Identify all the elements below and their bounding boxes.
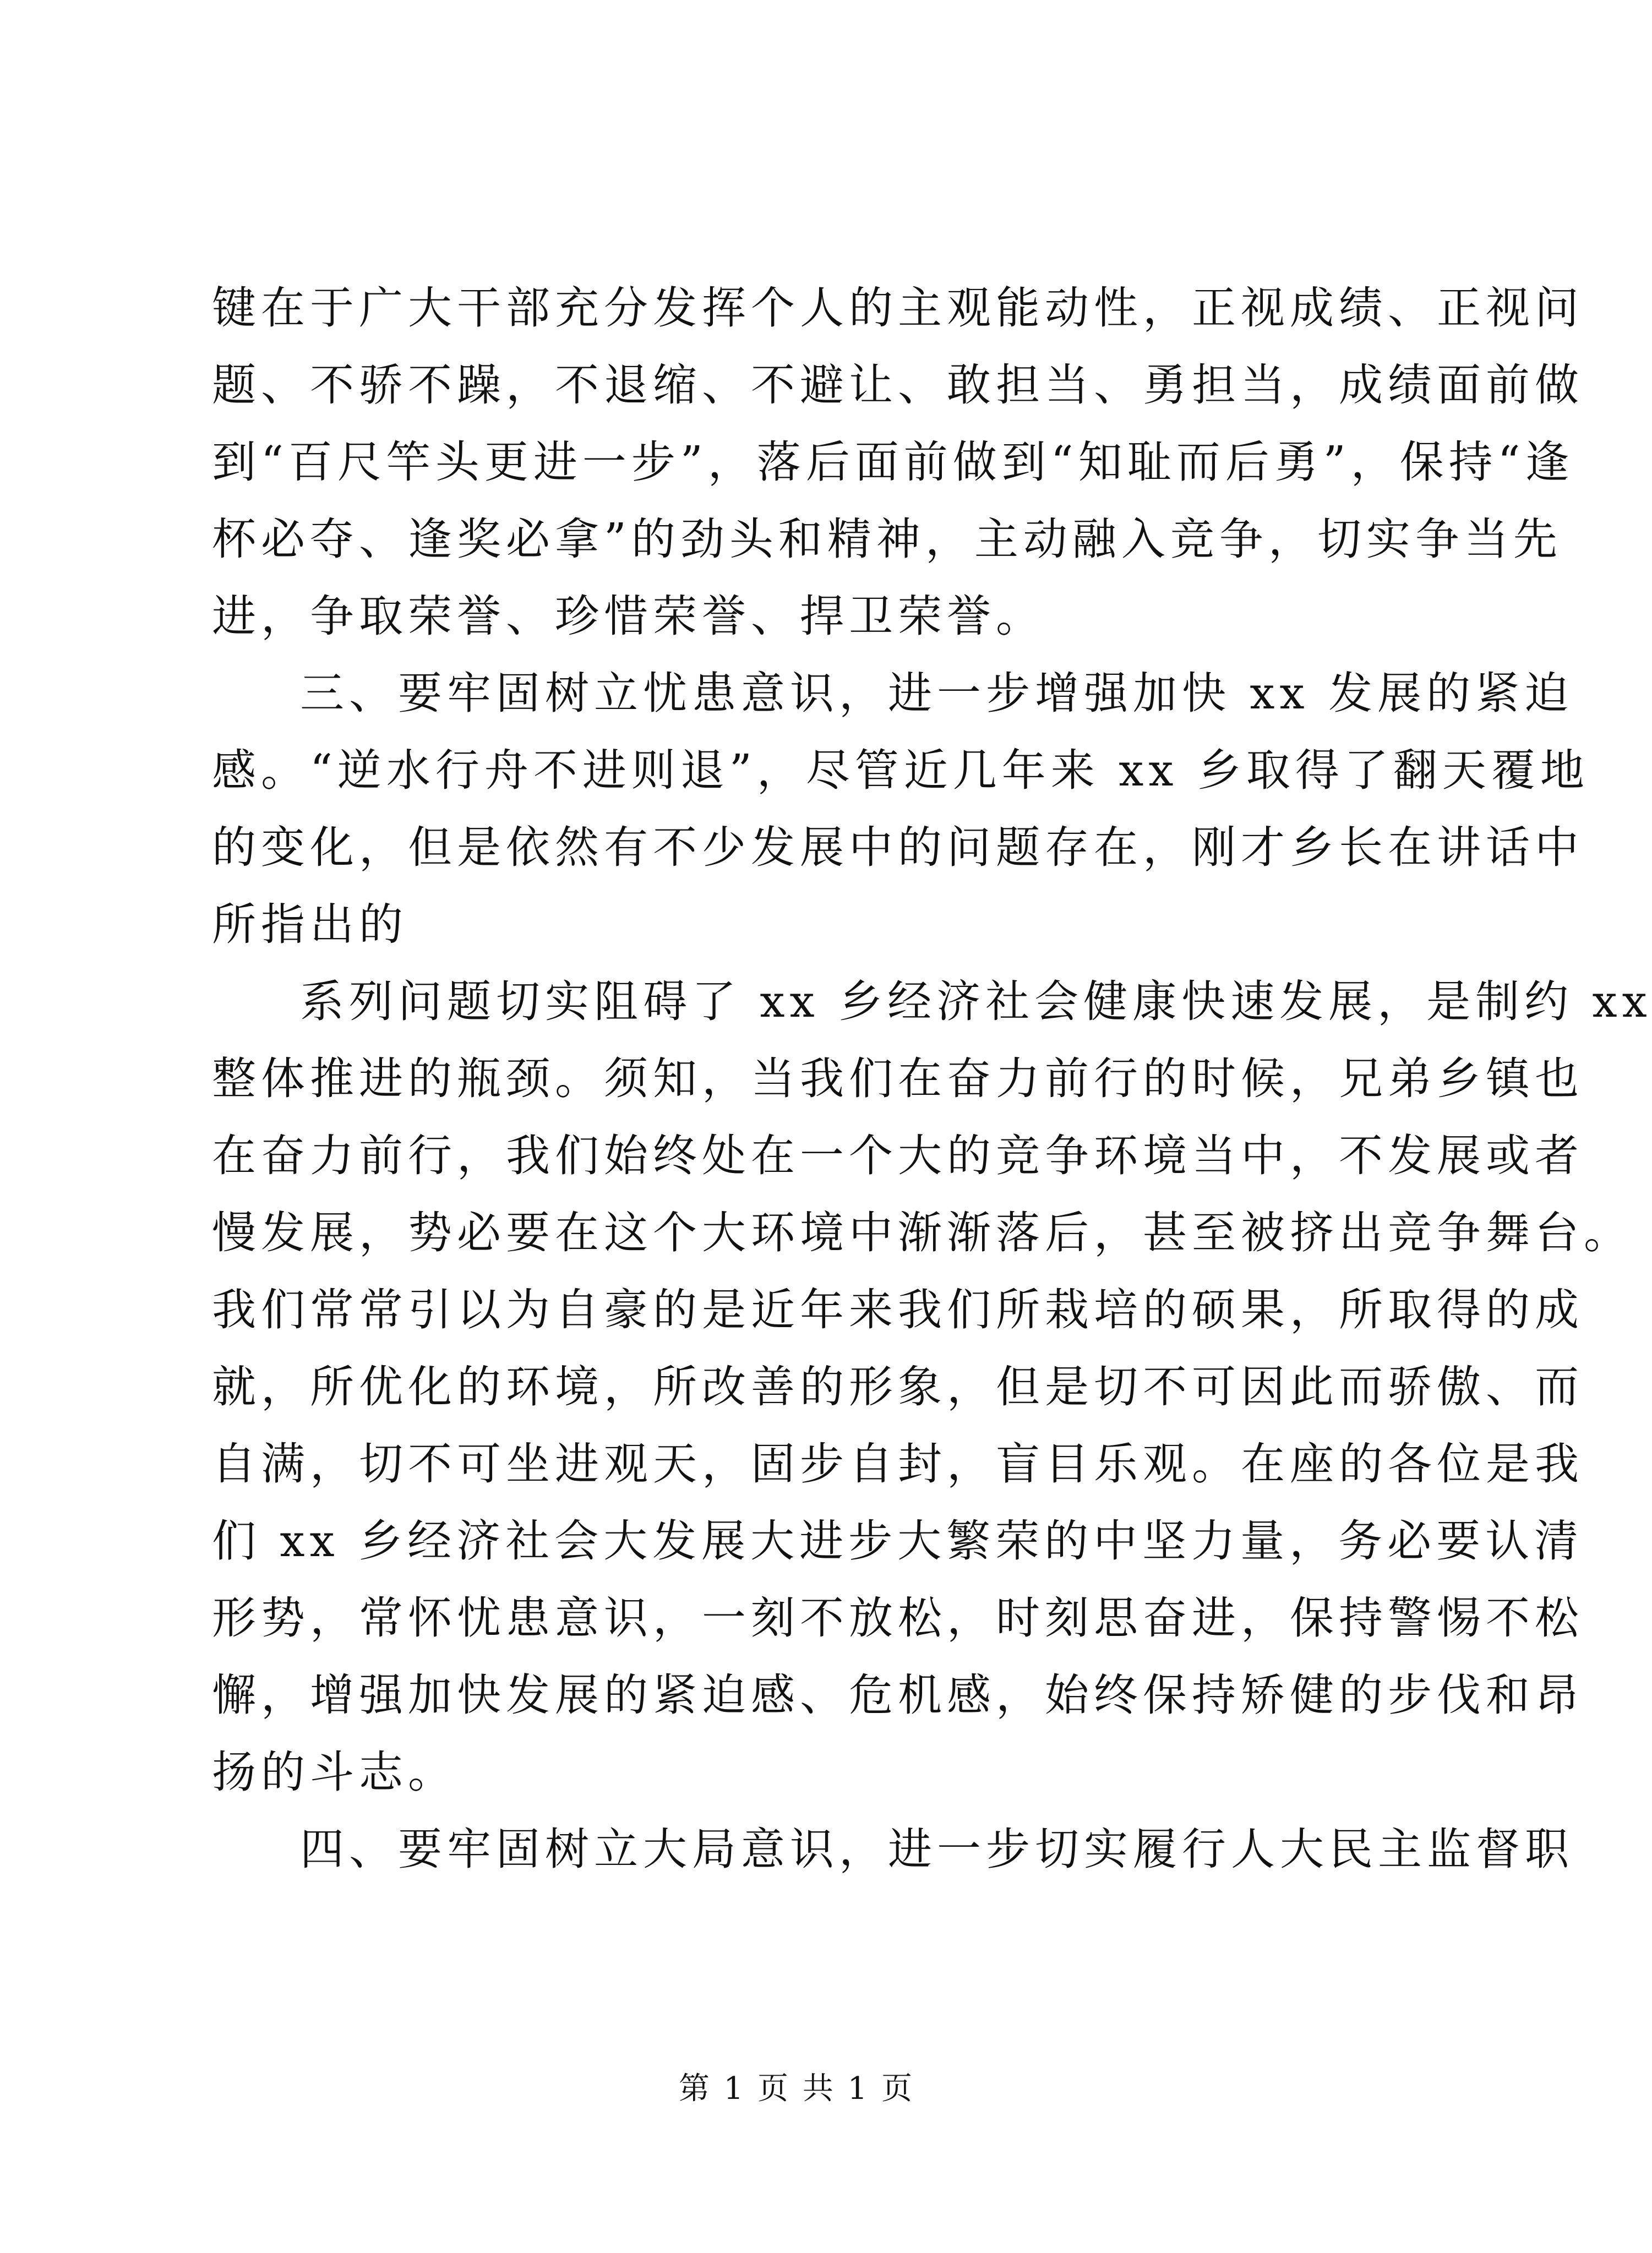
text-line: 懈，增强加快发展的紧迫感、危机感，始终保持矫健的步伐和昂 [212,1670,1584,1721]
text-line: 扬的斗志。 [212,1747,457,1798]
text-line: 到“百尺竿头更进一步”，落后面前做到“知耻而后勇”，保持“逢 [212,437,1574,488]
text-line: 整体推进的瓶颈。须知，当我们在奋力前行的时候，兄弟乡镇也 [212,1053,1584,1104]
paragraph-start-line: 系列问题切实阻碍了 xx 乡经济社会健康快速发展，是制约 xx [300,976,1652,1027]
document-body [212,270,1652,1888]
text-line: 慢发展，势必要在这个大环境中渐渐落后，甚至被挤出竞争舞台。 [212,1207,1633,1258]
text-line: 形势，常怀忧患意识，一刻不放松，时刻思奋进，保持警惕不松 [212,1592,1584,1644]
text-line: 题、不骄不躁，不退缩、不避让、敢担当、勇担当，成绩面前做 [212,359,1584,411]
text-line: 在奋力前行，我们始终处在一个大的竞争环境当中，不发展或者 [212,1130,1584,1181]
text-line: 感。“逆水行舟不进则退”，尽管近几年来 xx 乡取得了翻天覆地 [212,745,1589,796]
text-line: 进，争取荣誉、珍惜荣誉、捍卫荣誉。 [212,591,1045,642]
text-line: 所指出的 [212,899,408,950]
paragraph-start-line: 三、要牢固树立忧患意识，进一步增强加快 xx 发展的紧迫 [300,668,1574,719]
text-line: 键在于广大干部充分发挥个人的主观能动性，正视成绩、正视问 [212,282,1584,334]
text-line: 就，所优化的环境，所改善的形象，但是切不可因此而骄傲、而 [212,1361,1584,1412]
text-line: 杯必夺、逢奖必拿”的劲头和精神，主动融入竞争，切实争当先 [212,514,1562,565]
page-number-footer: 第 1 页 共 1 页 [678,2071,915,2107]
paragraph-start-line: 四、要牢固树立大局意识，进一步切实履行人大民主监督职 [300,1824,1574,1875]
text-line: 们 xx 乡经济社会大发展大进步大繁荣的中坚力量，务必要认清 [212,1515,1584,1567]
text-line: 自满，切不可坐进观天，固步自封，盲目乐观。在座的各位是我 [212,1438,1584,1490]
text-line: 我们常常引以为自豪的是近年来我们所栽培的硕果，所取得的成 [212,1284,1584,1335]
text-line: 的变化，但是依然有不少发展中的问题存在，刚才乡长在讲话中 [212,822,1584,873]
